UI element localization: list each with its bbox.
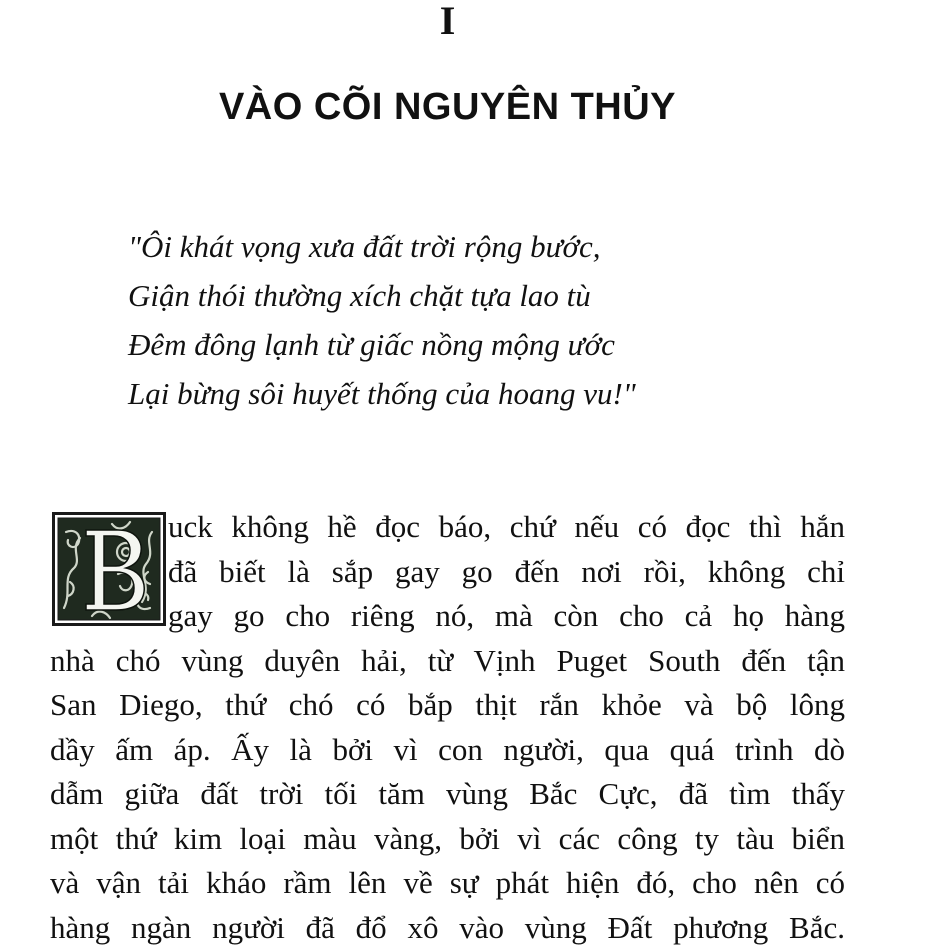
body-line: một thứ kim loại màu vàng, bởi vì các công ty tàu biển [50, 820, 845, 856]
chapter-title: VÀO CÕI NGUYÊN THỦY [218, 86, 677, 128]
body-line: hàng ngàn người đã đổ xô vào vùng Đất phương Bắc. [50, 909, 845, 945]
body-line: gay go cho riêng nó, mà còn cho cả họ hàng [168, 598, 845, 633]
epigraph [128, 222, 828, 418]
epigraph-line: Giận thói thường xích chặt tựa lao tù [128, 278, 591, 313]
body-line: và vận tải kháo rầm lên về sự phát hiện đó, cho nên có [50, 865, 845, 900]
epigraph-line: Đêm đông lạnh từ giấc nồng mộng ước [128, 327, 615, 362]
body-line: đã biết là sắp gay go đến nơi rồi, không chỉ [168, 553, 845, 589]
body-line: dầy ấm áp. Ấy là bởi vì con người, qua quá trình dò [50, 731, 845, 767]
body-line: nhà chó vùng duyên hải, từ Vịnh Puget South đến tận [50, 642, 845, 678]
chapter-number: I [439, 0, 456, 43]
epigraph-line: "Ôi khát vọng xưa đất trời rộng bước, [128, 229, 601, 264]
body-paragraph [50, 505, 845, 948]
body-line: dẫm giữa đất trời tối tăm vùng Bắc Cực, đã tìm thấy [50, 776, 845, 811]
body-line: San Diego, thứ chó có bắp thịt rắn khỏe và bộ lông [50, 687, 845, 722]
epigraph-line: Lại bừng sôi huyết thống của hoang vu!" [128, 376, 636, 411]
body-line: uck không hề đọc báo, chứ nếu có đọc thì hắn [168, 509, 845, 544]
